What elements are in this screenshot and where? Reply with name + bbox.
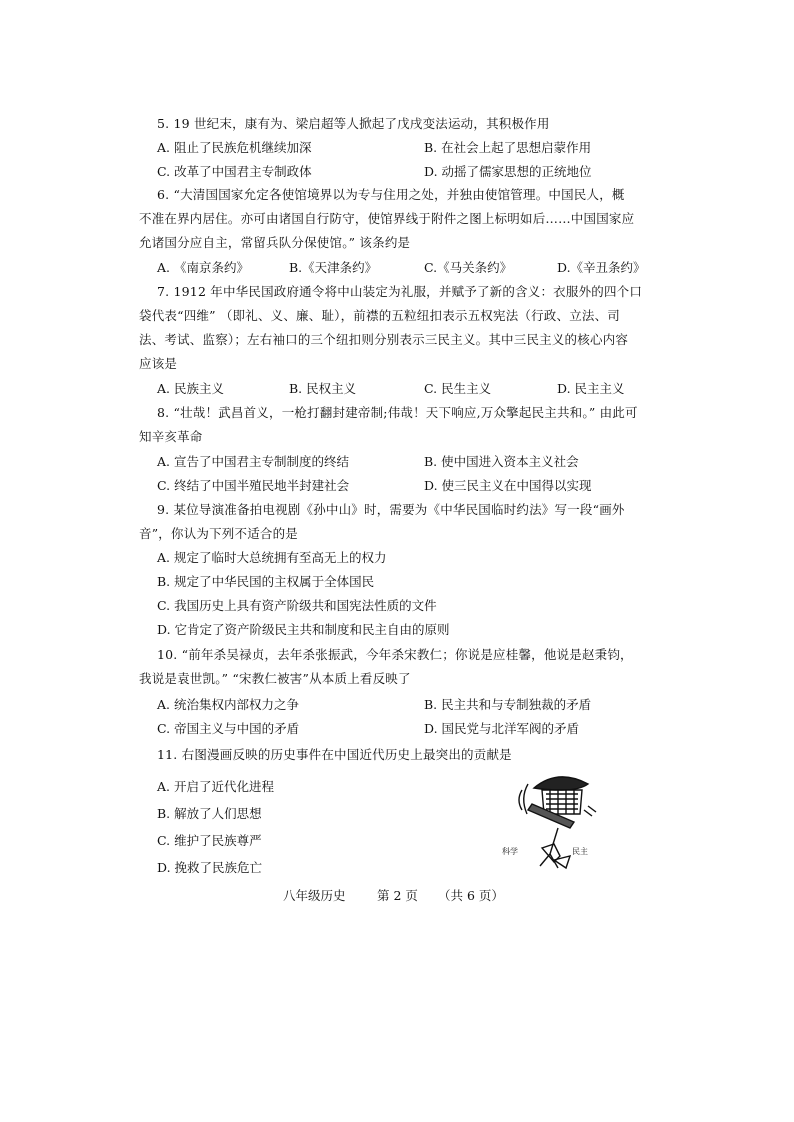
option-b: B. 民权主义: [289, 381, 357, 396]
cartoon-svg: [496, 770, 608, 878]
option-a: A. 统治集权内部权力之争: [157, 697, 299, 712]
question-stem: 允诸国分应自主，常留兵队分保使馆。” 该条约是: [139, 235, 411, 250]
question-stem: 袋代表“四维” （即礼、义、廉、耻），前襟的五粒纽扣表示五权宪法（行政、立法、司: [139, 308, 621, 323]
option-c: C. 帝国主义与中国的矛盾: [157, 721, 300, 736]
option-b: B. 规定了中华民国的主权属于全体国民: [157, 574, 375, 589]
option-a: A. 规定了临时大总统拥有至高无上的权力: [157, 550, 387, 565]
option-a: A. 《南京条约》: [157, 260, 249, 275]
question-stem: 11. 右图漫画反映的历史事件在中国近代历史上最突出的贡献是: [157, 747, 512, 762]
question-stem: 8. “壮哉！武昌首义，一枪打翻封建帝制;伟哉！天下响应,万众擎起民主共和。” 由此可: [157, 405, 638, 420]
option-c: C.《马关条约》: [424, 260, 513, 275]
option-d: D. 国民党与北洋军阀的矛盾: [424, 721, 580, 736]
option-b: B.《天津条约》: [289, 260, 378, 275]
question-stem: 我说是袁世凯。” “宋教仁被害”从本质上看反映了: [139, 671, 411, 686]
option-b: B. 民主共和与专制独裁的矛盾: [424, 697, 592, 712]
option-a: A. 宣告了中国君主专制制度的终结: [157, 454, 349, 469]
option-a: A. 开启了近代化进程: [157, 779, 274, 794]
cartoon-illustration: [496, 770, 608, 878]
option-d: D. 民主主义: [557, 381, 625, 396]
question-stem: 10. “前年杀吴禄贞，去年杀张振武，今年杀宋教仁；你说是应桂馨，他说是赵秉钧，: [157, 647, 633, 662]
question-stem: 音”，你认为下列不适合的是: [139, 526, 298, 541]
option-d: D. 使三民主义在中国得以实现: [424, 478, 592, 493]
option-a: A. 民族主义: [157, 381, 224, 396]
question-stem: 7. 1912 年中华民国政府通令将中山装定为礼服，并赋予了新的含义：衣服外的四个口: [157, 284, 643, 299]
option-c: C. 我国历史上具有资产阶级共和国宪法性质的文件: [157, 598, 437, 613]
question-stem: 6. “大清国国家允定各使馆境界以为专与住用之处，并独由使馆管理。中国民人，概: [157, 187, 625, 202]
footer-page: 第 2 页: [377, 888, 418, 903]
option-d: D.《辛丑条约》: [557, 260, 646, 275]
cartoon-label-left: 科学: [502, 847, 518, 856]
question-stem: 不准在界内居住。亦可由诸国自行防守，使馆界线于附件之图上标明如后……中国国家应: [139, 211, 635, 226]
footer-total: （共 6 页）: [438, 888, 504, 903]
cartoon-label-right: 民主: [572, 847, 588, 856]
option-b: B. 在社会上起了思想启蒙作用: [424, 140, 592, 155]
question-stem: 知辛亥革命: [139, 429, 203, 444]
option-d: D. 动摇了儒家思想的正统地位: [424, 164, 592, 179]
option-a: A. 阻止了民族危机继续加深: [157, 140, 312, 155]
option-c: C. 改革了中国君主专制政体: [157, 164, 312, 179]
option-c: C. 终结了中国半殖民地半封建社会: [157, 478, 350, 493]
option-d: D. 挽救了民族危亡: [157, 860, 263, 875]
question-stem: 法、考试、监察）；左右袖口的三个纽扣则分别表示三民主义。其中三民主义的核心内容: [139, 332, 629, 347]
question-stem: 应该是: [139, 356, 178, 371]
option-d: D. 它肯定了资产阶级民主共和制度和民主自由的原则: [157, 622, 450, 637]
option-c: C. 民生主义: [424, 381, 492, 396]
option-c: C. 维护了民族尊严: [157, 833, 262, 848]
option-b: B. 使中国进入资本主义社会: [424, 454, 579, 469]
question-stem: 5. 19 世纪末，康有为、梁启超等人掀起了戊戌变法运动，其积极作用: [157, 116, 550, 131]
question-stem: 9. 某位导演准备拍电视剧《孙中山》时，需要为《中华民国临时约法》写一段“画外: [157, 502, 625, 517]
footer-subject: 八年级历史: [283, 888, 346, 903]
option-b: B. 解放了人们思想: [157, 806, 262, 821]
